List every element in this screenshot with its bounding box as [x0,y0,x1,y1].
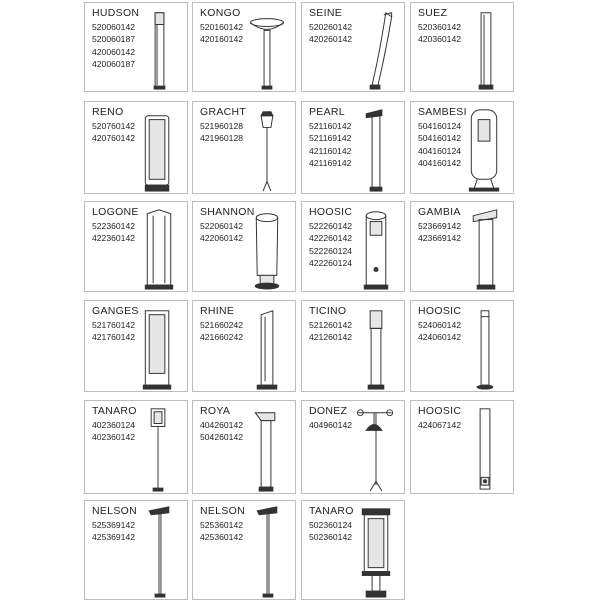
product-name: SAMBESI [418,106,467,118]
ticino-bollard-icon [348,301,404,391]
product-code: 520160142 [200,22,244,32]
product-code: 520060142 [92,22,136,32]
product-code: 521260142 [309,320,353,330]
product-card-nelson [192,500,296,600]
product-name: HOOSIC [418,405,462,417]
product-name: NELSON [92,505,137,517]
product-codes [309,220,352,270]
hoosic-outlet-post-icon [457,401,513,493]
product-card-roya [192,400,296,494]
product-codes [92,419,135,444]
product-card-pearl [301,101,405,194]
product-code: 522260124 [309,245,353,256]
product-name: SEINE [309,7,343,19]
product-code: 420060142 [92,46,136,57]
product-code: 502360124 [309,520,353,530]
product-code: 404960142 [309,420,353,430]
product-card-ganges [84,300,188,392]
product-name: HUDSON [92,7,140,19]
hudson-bollard-icon [131,3,187,91]
product-name: GAMBIA [418,206,461,218]
product-codes [200,319,243,344]
product-code: 522360142 [92,221,136,231]
product-codes [200,21,243,46]
product-card-hoosic [410,400,514,494]
product-code: 525360142 [200,520,244,530]
product-codes [92,220,135,245]
product-name: SUEZ [418,7,448,19]
product-code: 402360142 [92,432,136,443]
product-code: 421169142 [309,158,352,169]
gracht-lantern-post-icon [239,102,295,193]
product-card-logone [84,201,188,292]
tanaro-cylinder-bollard-icon [348,501,404,599]
product-code: 425369142 [92,532,136,543]
product-code: 424067142 [418,420,462,430]
product-name: LOGONE [92,206,139,218]
product-code: 521169142 [309,133,352,144]
hoosic-socket-bollard-icon [348,202,404,291]
product-name: TANARO [309,505,354,517]
product-codes [418,120,461,170]
product-name: HOOSIC [418,305,462,317]
product-codes [309,120,351,170]
product-codes [418,419,461,431]
product-code: 520360142 [418,22,462,32]
gambia-bollard-icon [457,202,513,291]
product-code: 523669142 [418,221,462,231]
product-code: 420060187 [92,59,136,70]
product-code: 502360142 [309,532,353,543]
product-name: RENO [92,106,124,118]
roya-bollard-icon [239,401,295,493]
product-code: 420760142 [92,133,136,144]
product-name: PEARL [309,106,345,118]
product-name: ROYA [200,405,231,417]
seine-curved-bollard-icon [348,3,404,91]
product-code: 422360142 [92,233,136,244]
product-name: DONEZ [309,405,348,417]
product-code: 520060187 [92,34,136,45]
product-code: 521760142 [92,320,136,330]
product-name: NELSON [200,505,245,517]
product-codes [92,519,135,544]
reno-frame-light-icon [131,102,187,193]
nelson-post-light-icon [239,501,295,599]
product-card-hoosic [410,300,514,392]
product-card-ticino [301,300,405,392]
product-code: 421760142 [92,332,136,343]
product-code: 404160124 [418,145,462,156]
product-codes [92,319,135,344]
product-name: SHANNON [200,206,255,218]
product-code: 504260142 [200,432,244,443]
product-codes [418,21,461,46]
product-name: TICINO [309,305,347,317]
product-code: 520260142 [309,22,353,32]
product-card-hudson [84,2,188,92]
product-code: 504160142 [418,133,462,144]
product-code: 420160142 [200,34,244,45]
product-name: TANARO [92,405,137,417]
product-codes [92,21,135,71]
product-code: 522060142 [200,221,244,231]
product-code: 404160142 [418,158,462,169]
product-code: 521160142 [309,121,352,131]
product-codes [200,120,243,145]
rhine-slim-bollard-icon [239,301,295,391]
product-code: 421960128 [200,133,244,144]
product-card-reno [84,101,188,194]
hoosic-slim-bollard-icon [457,301,513,391]
shannon-bollard-icon [239,202,295,291]
product-code: 525369142 [92,520,136,530]
product-codes [200,419,243,444]
product-code: 424060142 [418,332,462,343]
product-codes [309,519,352,544]
product-card-tanaro [301,500,405,600]
product-name: KONGO [200,7,241,19]
product-code: 521960128 [200,121,244,131]
ganges-panel-bollard-icon [131,301,187,391]
product-card-hoosic [301,201,405,292]
product-code: 422260124 [309,258,353,269]
product-codes [200,519,243,544]
product-codes [418,220,461,245]
product-code: 421260142 [309,332,353,343]
product-name: HOOSIC [309,206,353,218]
product-code: 420360142 [418,34,462,45]
product-card-sambesi [410,101,514,194]
product-card-kongo [192,2,296,92]
kongo-mushroom-bollard-icon [239,3,295,91]
product-code: 421160142 [309,145,352,156]
product-card-nelson [84,500,188,600]
product-code: 423669142 [418,233,462,244]
product-codes [200,220,243,245]
product-code: 404260142 [200,420,244,430]
product-card-gambia [410,201,514,292]
product-codes [309,319,352,344]
product-code: 420260142 [309,34,353,45]
product-code: 421660242 [200,332,244,343]
product-card-tanaro [84,400,188,494]
product-card-suez [410,2,514,92]
product-code: 524060142 [418,320,462,330]
sambesi-lantern-icon [457,102,513,193]
product-name: GANGES [92,305,139,317]
product-name: RHINE [200,305,235,317]
logone-lantern-bollard-icon [131,202,187,291]
product-card-gracht [192,101,296,194]
tanaro-lantern-post-icon [131,401,187,493]
product-card-shannon [192,201,296,292]
product-codes [92,120,135,145]
donez-pendant-post-icon [348,401,404,493]
product-codes [418,319,461,344]
product-card-seine [301,2,405,92]
product-code: 522260142 [309,221,353,231]
product-code: 520760142 [92,121,136,131]
product-name: GRACHT [200,106,247,118]
product-code: 425360142 [200,532,244,543]
product-codes [309,419,352,431]
product-code: 521660242 [200,320,244,330]
product-code: 402360124 [92,420,136,430]
product-code: 422060142 [200,233,244,244]
product-codes [309,21,352,46]
nelson-post-light-icon [131,501,187,599]
product-card-donez [301,400,405,494]
product-card-rhine [192,300,296,392]
pearl-bollard-icon [348,102,404,193]
product-code: 504160124 [418,121,462,131]
product-code: 422260142 [309,233,353,244]
suez-bollard-icon [457,3,513,91]
